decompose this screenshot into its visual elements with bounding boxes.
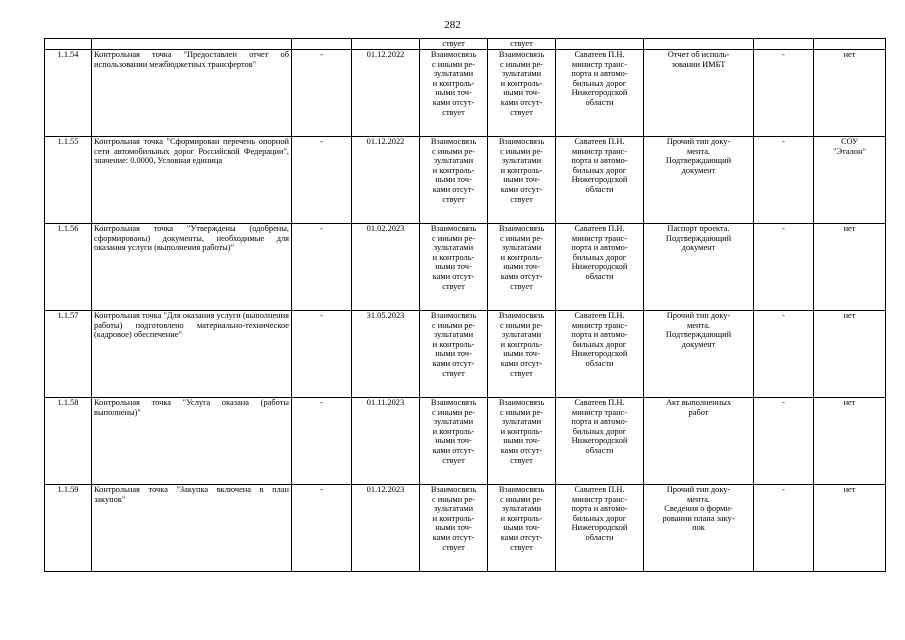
document-level <box>754 224 814 311</box>
document-level-text: - <box>782 137 785 146</box>
responsible-person-text: Саватеев П.Н. министр транс- порта и автомо- бильных дорог Нижегородской области <box>571 485 628 542</box>
confirming-document <box>644 311 754 398</box>
control-point-name <box>92 224 292 311</box>
start-date <box>292 398 352 485</box>
responsible-person-text: Саватеев П.Н. министр транс- порта и автомо- бильных дорог Нижегородской области <box>571 398 628 455</box>
end-date-text: 01.11.2023 <box>366 398 405 407</box>
end-date-text: 01.12.2022 <box>366 137 405 146</box>
row-number <box>45 224 92 311</box>
row-number-text: 1.1.58 <box>57 398 79 407</box>
confirming-document-text: Паспорт проекта. Подтверждающий документ <box>665 224 732 253</box>
confirming-document <box>644 50 754 137</box>
link-next <box>488 50 556 137</box>
link-next <box>488 311 556 398</box>
end-date-text: 01.12.2022 <box>366 50 405 59</box>
link-next <box>488 398 556 485</box>
link-previous-text: Взаимосвязь с иными ре- зультатами и контроль- ными точ- ками отсут- ствует <box>430 50 477 117</box>
start-date <box>292 224 352 311</box>
row-number <box>45 398 92 485</box>
information-system-text: нет <box>843 50 856 59</box>
document-level <box>754 137 814 224</box>
document-level <box>754 50 814 137</box>
row-number-text: 1.1.57 <box>57 311 79 320</box>
information-system <box>814 224 886 311</box>
end-date <box>352 311 420 398</box>
control-point-name-text: Контрольная точка "Услуга оказана (работы выполнены)" <box>94 398 289 417</box>
table-row <box>45 50 886 137</box>
responsible-person <box>556 485 644 572</box>
document-level-text: - <box>782 485 785 494</box>
link-next <box>488 137 556 224</box>
link-previous <box>420 398 488 485</box>
link-previous <box>420 137 488 224</box>
confirming-document-text: Акт выполненных работ <box>665 398 732 417</box>
link-previous-text: Взаимосвязь с иными ре- зультатами и контроль- ными точ- ками отсут- ствует <box>430 224 477 291</box>
information-system <box>814 398 886 485</box>
start-date-text: - <box>320 398 323 407</box>
row-number-text: 1.1.54 <box>57 50 79 59</box>
control-points-table <box>44 38 886 572</box>
information-system-text: нет <box>843 398 856 407</box>
row-number <box>45 485 92 572</box>
responsible-person-text: Саватеев П.Н. министр транс- порта и автомо- бильных дорог Нижегородской области <box>571 50 628 107</box>
information-system-text: нет <box>843 485 856 494</box>
row-number <box>45 50 92 137</box>
table-row <box>45 398 886 485</box>
confirming-document-text: Прочий тип доку- мента. Сведения о форми- ровании плана заку- пок <box>662 485 735 533</box>
row-number-text: 1.1.55 <box>57 137 79 146</box>
control-point-name-text: Контрольная точка "Утверждены (одобрены, сформированы) документы, необходимые для оказания услуги (выполнения работы)" <box>94 224 289 253</box>
table-row <box>45 311 886 398</box>
responsible-person-text: Саватеев П.Н. министр транс- порта и автомо- бильных дорог Нижегородской области <box>571 137 628 194</box>
document-level <box>754 311 814 398</box>
link-previous <box>420 485 488 572</box>
end-date <box>352 398 420 485</box>
confirming-document <box>644 137 754 224</box>
start-date <box>292 50 352 137</box>
information-system <box>814 311 886 398</box>
continuation-link-prev: ствует <box>420 39 488 50</box>
end-date-text: 01.02.2023 <box>366 224 405 233</box>
control-point-name-text: Контрольная точка "Для оказания услуги (выполнения работы) подготовлено материально-техническое (кадровое) обеспечение" <box>94 311 289 340</box>
control-point-name <box>92 485 292 572</box>
link-next-text: Взаимосвязь с иными ре- зультатами и контроль- ными точ- ками отсут- ствует <box>498 485 545 552</box>
link-next <box>488 224 556 311</box>
responsible-person-text: Саватеев П.Н. министр транс- порта и автомо- бильных дорог Нижегородской области <box>571 311 628 368</box>
link-previous <box>420 50 488 137</box>
control-point-name-text: Контрольная точка "Сформирован перечень опорной сети автомобильных дорог Российской Федерации", значение: 0.0000, Условная единица <box>94 137 289 166</box>
link-next-text: Взаимосвязь с иными ре- зультатами и контроль- ными точ- ками отсут- ствует <box>498 398 545 465</box>
link-next-text: Взаимосвязь с иными ре- зультатами и контроль- ными точ- ками отсут- ствует <box>498 311 545 378</box>
link-next-text: Взаимосвязь с иными ре- зультатами и контроль- ными точ- ками отсут- ствует <box>498 50 545 117</box>
responsible-person-text: Саватеев П.Н. министр транс- порта и автомо- бильных дорог Нижегородской области <box>571 224 628 281</box>
link-previous-text: Взаимосвязь с иными ре- зультатами и контроль- ными точ- ками отсут- ствует <box>430 137 477 204</box>
start-date-text: - <box>320 50 323 59</box>
document-level-text: - <box>782 398 785 407</box>
link-next-text: Взаимосвязь с иными ре- зультатами и контроль- ными точ- ками отсут- ствует <box>498 224 545 291</box>
link-previous <box>420 224 488 311</box>
start-date-text: - <box>320 224 323 233</box>
row-number-text: 1.1.59 <box>57 485 79 494</box>
row-number-text: 1.1.56 <box>57 224 79 233</box>
control-point-name <box>92 137 292 224</box>
start-date-text: - <box>320 485 323 494</box>
end-date-text: 31.05.2023 <box>366 311 405 320</box>
responsible-person <box>556 137 644 224</box>
link-previous-text: Взаимосвязь с иными ре- зультатами и контроль- ными точ- ками отсут- ствует <box>430 485 477 552</box>
control-point-name <box>92 398 292 485</box>
information-system-text: нет <box>843 224 856 233</box>
document-level <box>754 398 814 485</box>
document-level-text: - <box>782 224 785 233</box>
link-next <box>488 485 556 572</box>
row-number <box>45 311 92 398</box>
end-date-text: 01.12.2023 <box>366 485 405 494</box>
end-date <box>352 485 420 572</box>
responsible-person <box>556 50 644 137</box>
information-system-text: нет <box>843 311 856 320</box>
document-level-text: - <box>782 311 785 320</box>
table-row <box>45 224 886 311</box>
end-date <box>352 50 420 137</box>
information-system <box>814 137 886 224</box>
continuation-row <box>45 39 886 50</box>
control-point-name <box>92 311 292 398</box>
end-date <box>352 224 420 311</box>
confirming-document-text: Прочий тип доку- мента. Подтверждающий документ <box>665 311 732 349</box>
table-row <box>45 485 886 572</box>
confirming-document <box>644 224 754 311</box>
confirming-document <box>644 398 754 485</box>
page-number: 282 <box>444 19 461 31</box>
end-date <box>352 137 420 224</box>
responsible-person <box>556 224 644 311</box>
confirming-document-text: Отчет об исполь- зовании ИМБТ <box>667 50 730 69</box>
responsible-person <box>556 311 644 398</box>
responsible-person <box>556 398 644 485</box>
start-date <box>292 137 352 224</box>
continuation-link-next: ствует <box>488 39 556 50</box>
link-previous <box>420 311 488 398</box>
link-next-text: Взаимосвязь с иными ре- зультатами и контроль- ными точ- ками отсут- ствует <box>498 137 545 204</box>
information-system-text: СОУ "Эталон" <box>833 137 866 156</box>
document-level <box>754 485 814 572</box>
start-date-text: - <box>320 137 323 146</box>
information-system <box>814 485 886 572</box>
control-point-name-text: Контрольная точка "Закупка включена в план закупок" <box>94 485 289 504</box>
control-point-name-text: Контрольная точка "Предоставлен отчет об использовании межбюджетных трансфертов" <box>94 50 289 69</box>
confirming-document-text: Прочий тип доку- мента. Подтверждающий документ <box>665 137 732 175</box>
start-date <box>292 311 352 398</box>
information-system <box>814 50 886 137</box>
control-point-name <box>92 50 292 137</box>
start-date-text: - <box>320 311 323 320</box>
row-number <box>45 137 92 224</box>
start-date <box>292 485 352 572</box>
link-previous-text: Взаимосвязь с иными ре- зультатами и контроль- ными точ- ками отсут- ствует <box>430 398 477 465</box>
table-row <box>45 137 886 224</box>
confirming-document <box>644 485 754 572</box>
link-previous-text: Взаимосвязь с иными ре- зультатами и контроль- ными точ- ками отсут- ствует <box>430 311 477 378</box>
document-level-text: - <box>782 50 785 59</box>
